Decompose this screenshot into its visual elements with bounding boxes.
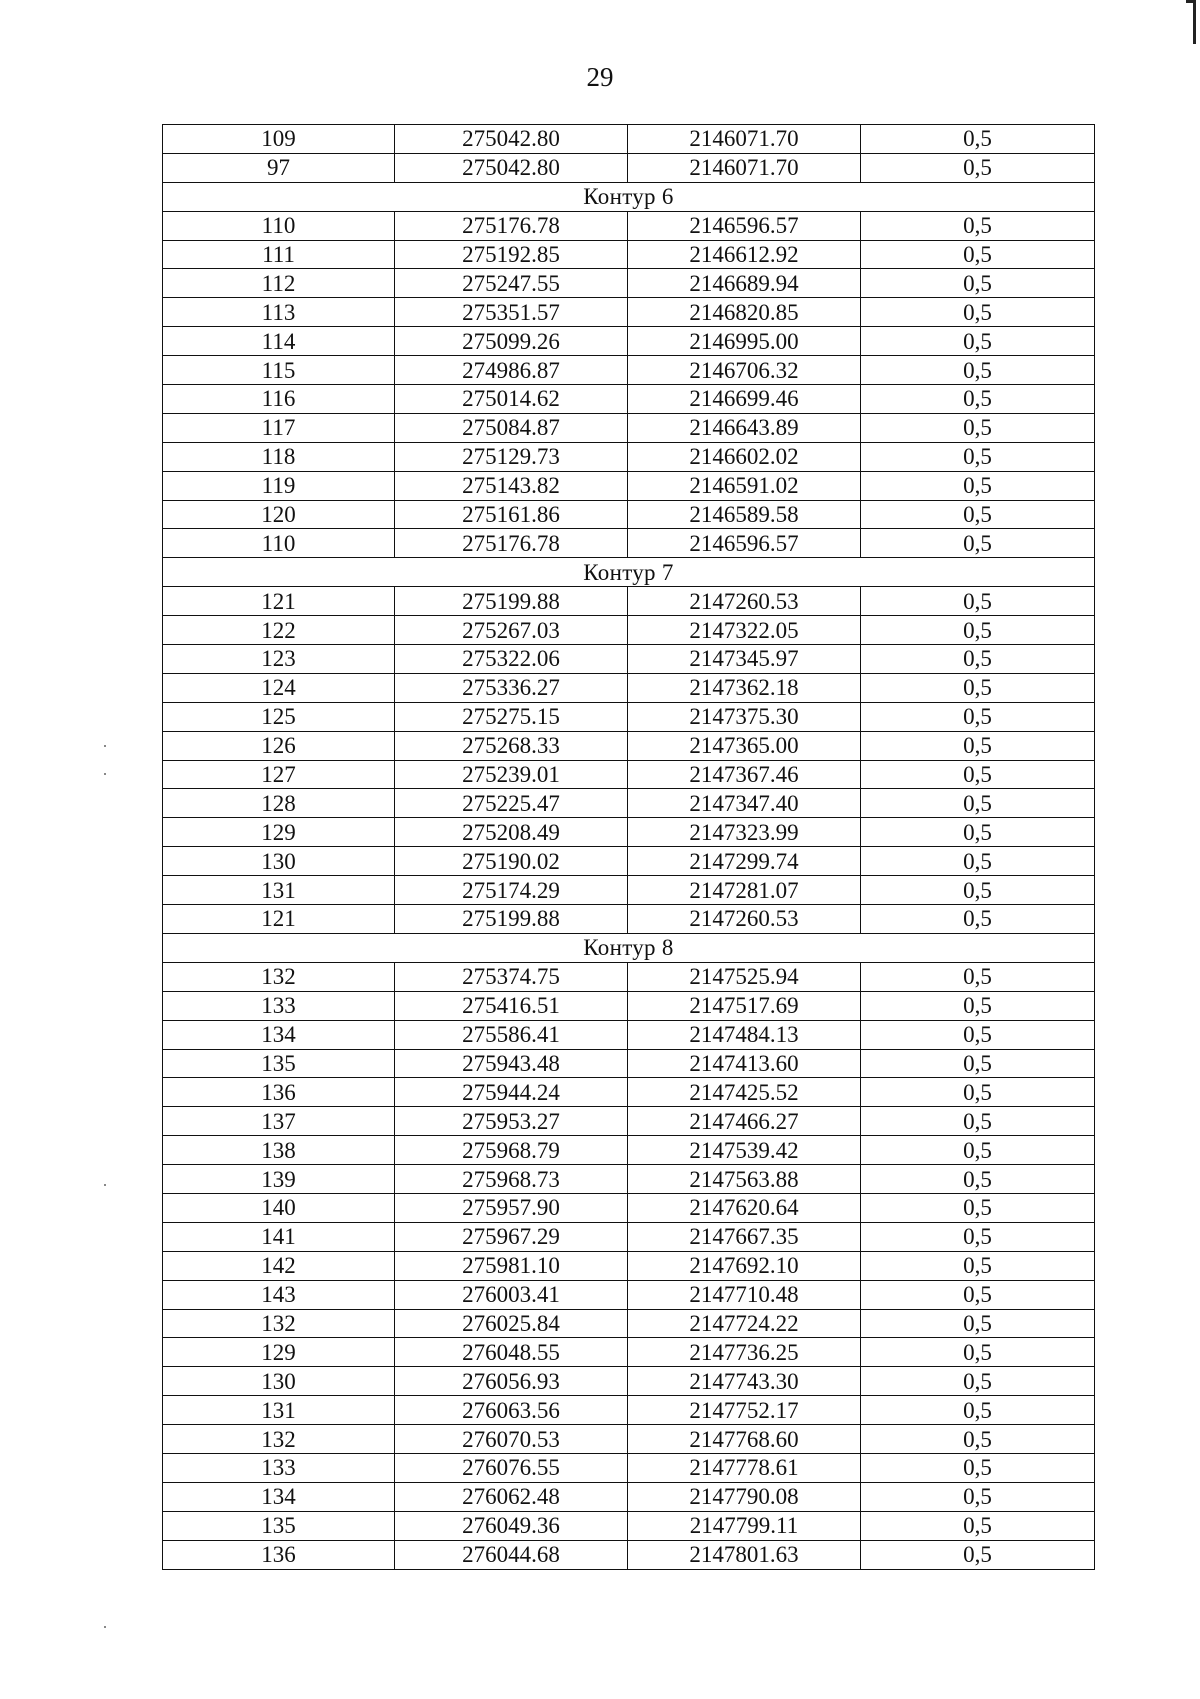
point-number-cell: 114 (163, 327, 395, 356)
x-coordinate-cell: 275084.87 (395, 413, 628, 442)
x-coordinate-cell: 275968.79 (395, 1136, 628, 1165)
table-row (163, 673, 1095, 702)
accuracy-cell: 0,5 (861, 211, 1095, 240)
point-number-cell: 111 (163, 240, 395, 269)
contour-header-row (163, 182, 1095, 211)
point-number-cell: 137 (163, 1107, 395, 1136)
accuracy-cell: 0,5 (861, 1309, 1095, 1338)
point-number-cell: 118 (163, 442, 395, 471)
scan-speck (104, 1626, 106, 1628)
y-coordinate-cell: 2146596.57 (628, 211, 861, 240)
accuracy-cell: 0,5 (861, 1251, 1095, 1280)
accuracy-cell: 0,5 (861, 1049, 1095, 1078)
point-number-cell: 138 (163, 1136, 395, 1165)
accuracy-cell: 0,5 (861, 876, 1095, 905)
x-coordinate-cell: 275275.15 (395, 702, 628, 731)
x-coordinate-cell: 275416.51 (395, 991, 628, 1020)
x-coordinate-cell: 275143.82 (395, 471, 628, 500)
point-number-cell: 136 (163, 1078, 395, 1107)
accuracy-cell: 0,5 (861, 125, 1095, 154)
x-coordinate-cell: 275247.55 (395, 269, 628, 298)
table-row (163, 153, 1095, 182)
table-row (163, 789, 1095, 818)
table-row (163, 1078, 1095, 1107)
table-row (163, 616, 1095, 645)
coordinates-table (162, 124, 1095, 1570)
x-coordinate-cell: 276049.36 (395, 1511, 628, 1540)
accuracy-cell: 0,5 (861, 789, 1095, 818)
x-coordinate-cell: 275268.33 (395, 731, 628, 760)
x-coordinate-cell: 275225.47 (395, 789, 628, 818)
accuracy-cell: 0,5 (861, 847, 1095, 876)
x-coordinate-cell: 276076.55 (395, 1453, 628, 1482)
x-coordinate-cell: 275199.88 (395, 587, 628, 616)
x-coordinate-cell: 275267.03 (395, 616, 628, 645)
accuracy-cell: 0,5 (861, 298, 1095, 327)
accuracy-cell: 0,5 (861, 153, 1095, 182)
accuracy-cell: 0,5 (861, 1367, 1095, 1396)
point-number-cell: 132 (163, 1309, 395, 1338)
table-row (163, 413, 1095, 442)
x-coordinate-cell: 275176.78 (395, 211, 628, 240)
table-row (163, 1165, 1095, 1194)
point-number-cell: 129 (163, 818, 395, 847)
point-number-cell: 109 (163, 125, 395, 154)
y-coordinate-cell: 2147281.07 (628, 876, 861, 905)
point-number-cell: 124 (163, 673, 395, 702)
point-number-cell: 121 (163, 905, 395, 934)
x-coordinate-cell: 275336.27 (395, 673, 628, 702)
x-coordinate-cell: 275192.85 (395, 240, 628, 269)
accuracy-cell: 0,5 (861, 1396, 1095, 1425)
scan-speck (104, 1184, 106, 1186)
table-row (163, 847, 1095, 876)
point-number-cell: 117 (163, 413, 395, 442)
y-coordinate-cell: 2147466.27 (628, 1107, 861, 1136)
y-coordinate-cell: 2147778.61 (628, 1453, 861, 1482)
accuracy-cell: 0,5 (861, 731, 1095, 760)
y-coordinate-cell: 2147790.08 (628, 1482, 861, 1511)
point-number-cell: 128 (163, 789, 395, 818)
x-coordinate-cell: 275968.73 (395, 1165, 628, 1194)
y-coordinate-cell: 2147620.64 (628, 1193, 861, 1222)
point-number-cell: 127 (163, 760, 395, 789)
accuracy-cell: 0,5 (861, 471, 1095, 500)
scan-edge-mark (1193, 0, 1196, 44)
accuracy-cell: 0,5 (861, 269, 1095, 298)
table-row (163, 1511, 1095, 1540)
x-coordinate-cell: 275943.48 (395, 1049, 628, 1078)
x-coordinate-cell: 275374.75 (395, 962, 628, 991)
x-coordinate-cell: 275099.26 (395, 327, 628, 356)
x-coordinate-cell: 275944.24 (395, 1078, 628, 1107)
point-number-cell: 110 (163, 211, 395, 240)
contour-header: Контур 8 (163, 933, 1095, 962)
accuracy-cell: 0,5 (861, 1453, 1095, 1482)
x-coordinate-cell: 275981.10 (395, 1251, 628, 1280)
x-coordinate-cell: 276048.55 (395, 1338, 628, 1367)
table-row (163, 1251, 1095, 1280)
point-number-cell: 112 (163, 269, 395, 298)
accuracy-cell: 0,5 (861, 356, 1095, 385)
y-coordinate-cell: 2147563.88 (628, 1165, 861, 1194)
accuracy-cell: 0,5 (861, 905, 1095, 934)
y-coordinate-cell: 2147525.94 (628, 962, 861, 991)
point-number-cell: 130 (163, 1367, 395, 1396)
y-coordinate-cell: 2147322.05 (628, 616, 861, 645)
table-row (163, 645, 1095, 674)
point-number-cell: 119 (163, 471, 395, 500)
accuracy-cell: 0,5 (861, 587, 1095, 616)
x-coordinate-cell: 275239.01 (395, 760, 628, 789)
coordinates-table-body (163, 125, 1095, 1570)
accuracy-cell: 0,5 (861, 240, 1095, 269)
y-coordinate-cell: 2146596.57 (628, 529, 861, 558)
y-coordinate-cell: 2147667.35 (628, 1222, 861, 1251)
x-coordinate-cell: 276025.84 (395, 1309, 628, 1338)
scan-speck (104, 745, 106, 747)
y-coordinate-cell: 2146995.00 (628, 327, 861, 356)
table-row (163, 760, 1095, 789)
y-coordinate-cell: 2147260.53 (628, 587, 861, 616)
x-coordinate-cell: 275042.80 (395, 125, 628, 154)
table-row (163, 1338, 1095, 1367)
point-number-cell: 116 (163, 385, 395, 414)
accuracy-cell: 0,5 (861, 1280, 1095, 1309)
table-row (163, 876, 1095, 905)
point-number-cell: 143 (163, 1280, 395, 1309)
y-coordinate-cell: 2146602.02 (628, 442, 861, 471)
point-number-cell: 133 (163, 1453, 395, 1482)
table-row (163, 1309, 1095, 1338)
contour-header: Контур 6 (163, 182, 1095, 211)
y-coordinate-cell: 2147365.00 (628, 731, 861, 760)
contour-header-row (163, 933, 1095, 962)
x-coordinate-cell: 275174.29 (395, 876, 628, 905)
x-coordinate-cell: 275351.57 (395, 298, 628, 327)
table-row (163, 1482, 1095, 1511)
accuracy-cell: 0,5 (861, 645, 1095, 674)
accuracy-cell: 0,5 (861, 760, 1095, 789)
accuracy-cell: 0,5 (861, 1020, 1095, 1049)
y-coordinate-cell: 2147362.18 (628, 673, 861, 702)
accuracy-cell: 0,5 (861, 1222, 1095, 1251)
y-coordinate-cell: 2147367.46 (628, 760, 861, 789)
accuracy-cell: 0,5 (861, 1482, 1095, 1511)
point-number-cell: 141 (163, 1222, 395, 1251)
table-row (163, 240, 1095, 269)
y-coordinate-cell: 2146071.70 (628, 153, 861, 182)
point-number-cell: 110 (163, 529, 395, 558)
table-row (163, 1136, 1095, 1165)
accuracy-cell: 0,5 (861, 673, 1095, 702)
point-number-cell: 134 (163, 1482, 395, 1511)
x-coordinate-cell: 275161.86 (395, 500, 628, 529)
table-row (163, 1193, 1095, 1222)
y-coordinate-cell: 2146071.70 (628, 125, 861, 154)
y-coordinate-cell: 2147484.13 (628, 1020, 861, 1049)
table-row (163, 702, 1095, 731)
point-number-cell: 132 (163, 1425, 395, 1454)
accuracy-cell: 0,5 (861, 442, 1095, 471)
y-coordinate-cell: 2146591.02 (628, 471, 861, 500)
y-coordinate-cell: 2146589.58 (628, 500, 861, 529)
point-number-cell: 135 (163, 1049, 395, 1078)
x-coordinate-cell: 276044.68 (395, 1540, 628, 1569)
table-row (163, 1020, 1095, 1049)
y-coordinate-cell: 2147710.48 (628, 1280, 861, 1309)
point-number-cell: 142 (163, 1251, 395, 1280)
accuracy-cell: 0,5 (861, 962, 1095, 991)
y-coordinate-cell: 2147517.69 (628, 991, 861, 1020)
table-row (163, 1049, 1095, 1078)
accuracy-cell: 0,5 (861, 818, 1095, 847)
y-coordinate-cell: 2147425.52 (628, 1078, 861, 1107)
table-row (163, 385, 1095, 414)
x-coordinate-cell: 275208.49 (395, 818, 628, 847)
point-number-cell: 136 (163, 1540, 395, 1569)
y-coordinate-cell: 2146612.92 (628, 240, 861, 269)
y-coordinate-cell: 2146689.94 (628, 269, 861, 298)
x-coordinate-cell: 275957.90 (395, 1193, 628, 1222)
table-row (163, 500, 1095, 529)
y-coordinate-cell: 2147768.60 (628, 1425, 861, 1454)
page-number: 29 (586, 62, 614, 92)
y-coordinate-cell: 2146820.85 (628, 298, 861, 327)
x-coordinate-cell: 276003.41 (395, 1280, 628, 1309)
accuracy-cell: 0,5 (861, 1165, 1095, 1194)
x-coordinate-cell: 275176.78 (395, 529, 628, 558)
table-row (163, 471, 1095, 500)
x-coordinate-cell: 275014.62 (395, 385, 628, 414)
accuracy-cell: 0,5 (861, 1078, 1095, 1107)
point-number-cell: 126 (163, 731, 395, 760)
y-coordinate-cell: 2147413.60 (628, 1049, 861, 1078)
table-row (163, 1367, 1095, 1396)
point-number-cell: 97 (163, 153, 395, 182)
table-row (163, 962, 1095, 991)
table-row (163, 327, 1095, 356)
x-coordinate-cell: 276062.48 (395, 1482, 628, 1511)
x-coordinate-cell: 276056.93 (395, 1367, 628, 1396)
y-coordinate-cell: 2146643.89 (628, 413, 861, 442)
table-row (163, 1425, 1095, 1454)
y-coordinate-cell: 2147347.40 (628, 789, 861, 818)
contour-header: Контур 7 (163, 558, 1095, 587)
point-number-cell: 132 (163, 962, 395, 991)
table-row (163, 1222, 1095, 1251)
point-number-cell: 134 (163, 1020, 395, 1049)
y-coordinate-cell: 2147692.10 (628, 1251, 861, 1280)
accuracy-cell: 0,5 (861, 1540, 1095, 1569)
table-row (163, 125, 1095, 154)
accuracy-cell: 0,5 (861, 1193, 1095, 1222)
x-coordinate-cell: 275967.29 (395, 1222, 628, 1251)
y-coordinate-cell: 2146706.32 (628, 356, 861, 385)
x-coordinate-cell: 275042.80 (395, 153, 628, 182)
accuracy-cell: 0,5 (861, 702, 1095, 731)
y-coordinate-cell: 2147345.97 (628, 645, 861, 674)
accuracy-cell: 0,5 (861, 385, 1095, 414)
accuracy-cell: 0,5 (861, 500, 1095, 529)
table-row (163, 818, 1095, 847)
point-number-cell: 121 (163, 587, 395, 616)
accuracy-cell: 0,5 (861, 1511, 1095, 1540)
point-number-cell: 130 (163, 847, 395, 876)
accuracy-cell: 0,5 (861, 1136, 1095, 1165)
x-coordinate-cell: 275586.41 (395, 1020, 628, 1049)
table-row (163, 1107, 1095, 1136)
x-coordinate-cell: 276070.53 (395, 1425, 628, 1454)
y-coordinate-cell: 2147323.99 (628, 818, 861, 847)
table-row (163, 587, 1095, 616)
table-row (163, 991, 1095, 1020)
y-coordinate-cell: 2147539.42 (628, 1136, 861, 1165)
point-number-cell: 139 (163, 1165, 395, 1194)
y-coordinate-cell: 2147375.30 (628, 702, 861, 731)
point-number-cell: 113 (163, 298, 395, 327)
point-number-cell: 115 (163, 356, 395, 385)
x-coordinate-cell: 275129.73 (395, 442, 628, 471)
contour-header-row (163, 558, 1095, 587)
table-row (163, 298, 1095, 327)
table-row (163, 211, 1095, 240)
point-number-cell: 140 (163, 1193, 395, 1222)
x-coordinate-cell: 276063.56 (395, 1396, 628, 1425)
x-coordinate-cell: 275953.27 (395, 1107, 628, 1136)
y-coordinate-cell: 2147736.25 (628, 1338, 861, 1367)
accuracy-cell: 0,5 (861, 1107, 1095, 1136)
y-coordinate-cell: 2147801.63 (628, 1540, 861, 1569)
table-row (163, 1396, 1095, 1425)
table-row (163, 1540, 1095, 1569)
y-coordinate-cell: 2147752.17 (628, 1396, 861, 1425)
y-coordinate-cell: 2147299.74 (628, 847, 861, 876)
table-row (163, 529, 1095, 558)
y-coordinate-cell: 2147743.30 (628, 1367, 861, 1396)
point-number-cell: 131 (163, 876, 395, 905)
point-number-cell: 131 (163, 1396, 395, 1425)
y-coordinate-cell: 2147799.11 (628, 1511, 861, 1540)
accuracy-cell: 0,5 (861, 1425, 1095, 1454)
point-number-cell: 122 (163, 616, 395, 645)
x-coordinate-cell: 274986.87 (395, 356, 628, 385)
accuracy-cell: 0,5 (861, 1338, 1095, 1367)
table-row (163, 731, 1095, 760)
point-number-cell: 123 (163, 645, 395, 674)
accuracy-cell: 0,5 (861, 413, 1095, 442)
scan-speck (104, 773, 106, 775)
point-number-cell: 135 (163, 1511, 395, 1540)
table-row (163, 905, 1095, 934)
table-row (163, 356, 1095, 385)
accuracy-cell: 0,5 (861, 529, 1095, 558)
point-number-cell: 129 (163, 1338, 395, 1367)
x-coordinate-cell: 275199.88 (395, 905, 628, 934)
x-coordinate-cell: 275190.02 (395, 847, 628, 876)
point-number-cell: 133 (163, 991, 395, 1020)
point-number-cell: 120 (163, 500, 395, 529)
accuracy-cell: 0,5 (861, 616, 1095, 645)
accuracy-cell: 0,5 (861, 991, 1095, 1020)
y-coordinate-cell: 2146699.46 (628, 385, 861, 414)
table-row (163, 1280, 1095, 1309)
x-coordinate-cell: 275322.06 (395, 645, 628, 674)
table-row (163, 269, 1095, 298)
point-number-cell: 125 (163, 702, 395, 731)
table-row (163, 1453, 1095, 1482)
y-coordinate-cell: 2147260.53 (628, 905, 861, 934)
y-coordinate-cell: 2147724.22 (628, 1309, 861, 1338)
table-row (163, 442, 1095, 471)
accuracy-cell: 0,5 (861, 327, 1095, 356)
